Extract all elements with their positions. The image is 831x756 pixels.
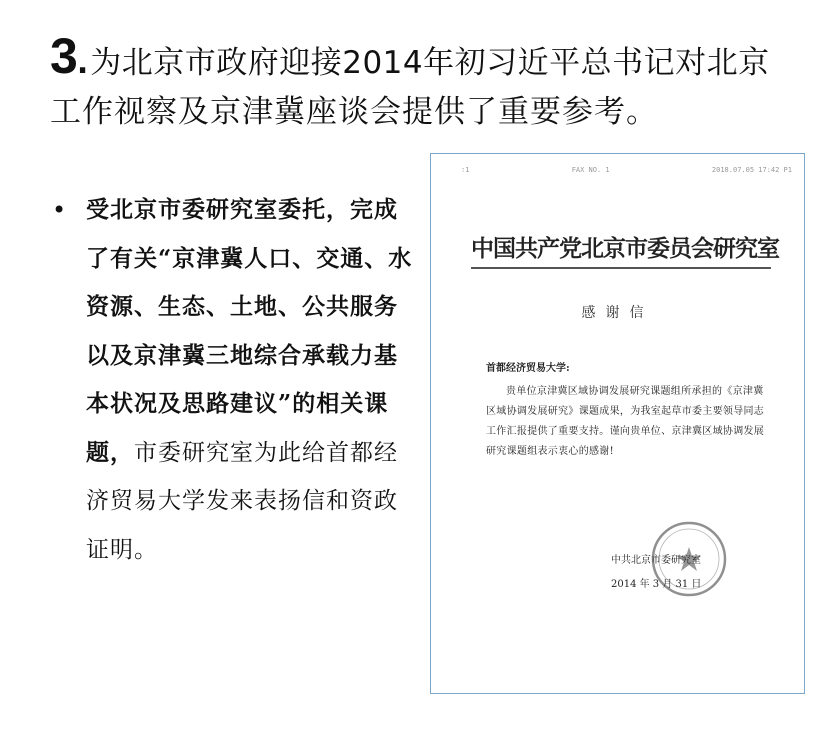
letter-title: 感谢信 <box>581 305 654 321</box>
letterhead-org-name: 中国共产党北京市委员会研究室 <box>471 235 779 262</box>
bullet-item <box>52 186 422 574</box>
section-number: 3 <box>50 28 77 84</box>
fax-header-right: 2018.07.05 17:42 P1 <box>711 166 792 174</box>
bullet-text-bold: 受北京市委研究室委托，完成了有关“京津冀人口、交通、水资源、生态、土地、公共服务以及京津冀三地综合承载力基本状况及思路建议”的相关课题， <box>86 196 413 466</box>
letter-signature <box>611 549 761 597</box>
letter-body: 贵单位京津冀区域协调发展研究课题组所承担的《京津冀区域协调发展研究》课题成果，为我室起草市委主要领导同志工作汇报提供了重要支持。谨向贵单位、京津冀区域协调发展研究课题组表示衷心的感谢! <box>486 386 765 457</box>
signature-date: 2014 年 3 月 31 日 <box>611 579 702 590</box>
section-number-dot: . <box>76 46 89 81</box>
bullet-marker: • <box>52 196 67 224</box>
fax-header-left: ∶1 <box>461 166 470 174</box>
signature-org: 中共北京市委研究室 <box>611 555 701 566</box>
title-line-1: 为北京市政府迎接2014年初习近平总书记对北京 <box>90 45 770 81</box>
slide-title <box>50 28 820 134</box>
thank-you-letter-image <box>430 153 805 694</box>
bullet-text-normal: 市委研究室为此给首都经济贸易大学发来表扬信和资政证明。 <box>86 439 398 563</box>
fax-header-mid: FAX NO. 1 <box>571 166 610 174</box>
bullet-text <box>86 186 416 574</box>
title-line-2: 工作视察及京津冀座谈会提供了重要参考。 <box>50 94 658 130</box>
letter-addressee: 首都经济贸易大学: <box>486 363 570 374</box>
letterhead-rule <box>471 267 771 269</box>
fax-header <box>461 166 792 174</box>
